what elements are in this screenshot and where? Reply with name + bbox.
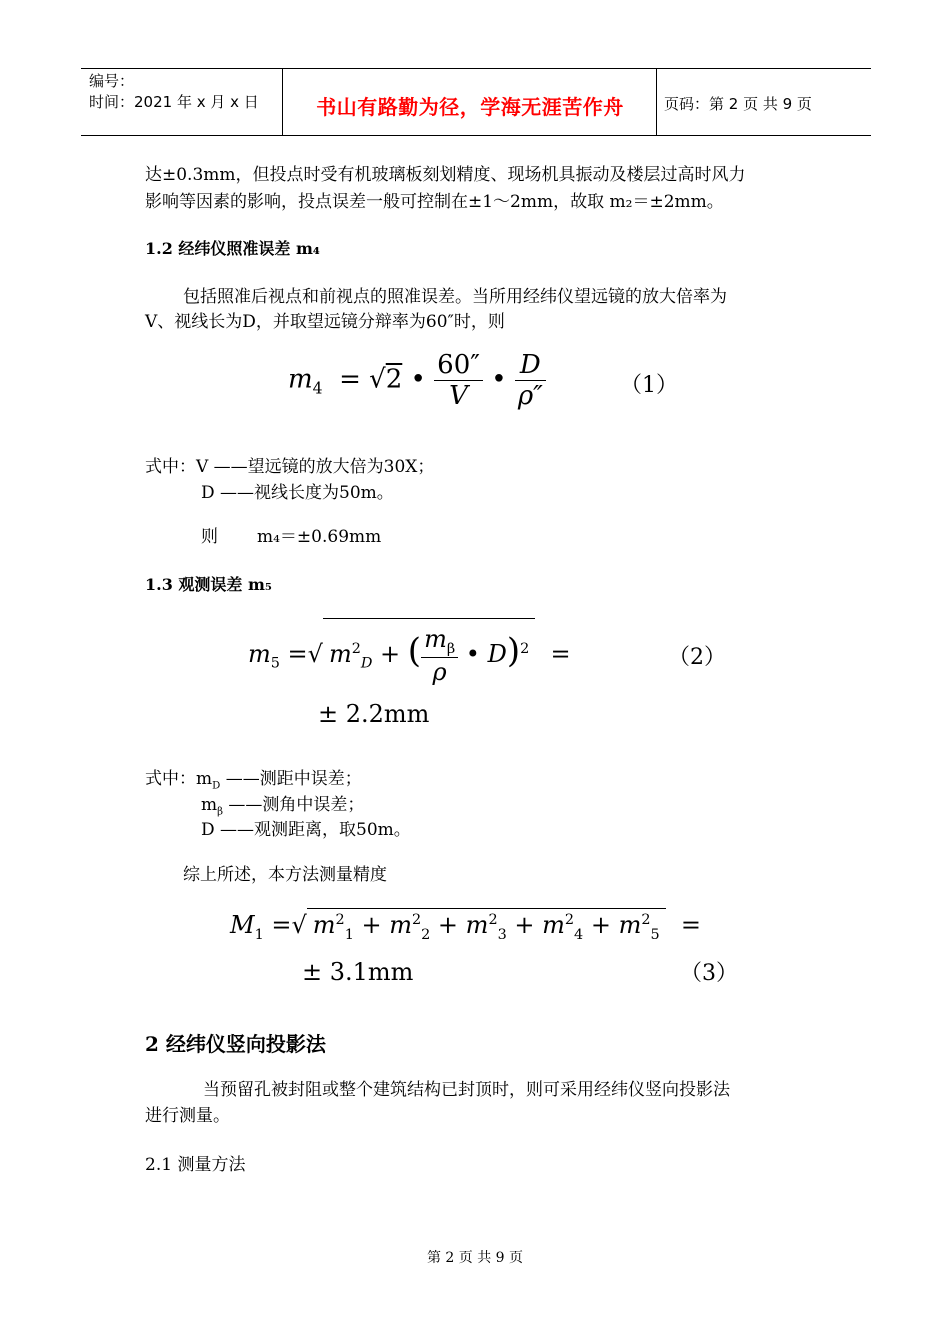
paragraph-line: V、视线长为D，并取望远镜分辩率为60″时，则 [145,312,505,332]
paragraph-line: 当预留孔被封阻或整个建筑结构已封顶时，则可采用经纬仪竖向投影法 [203,1080,730,1100]
formula-1: $m_4 = √2$ • $\frac{60''}{V}$ • $\frac{D}{\rho''}$ [288,350,546,411]
definition-line: 式中：$m_D$ ——测距中误差； [145,769,362,792]
definition-line: 式中：V ——望远镜的放大倍为30X； [145,457,435,477]
paragraph-line: 影响等因素的影响，投点误差一般可控制在±1～2mm，故取 m₂＝±2mm。 [145,192,724,212]
section-heading-1-3: 1.3 观测误差 m₅ [145,575,272,594]
header-divider-right [656,69,657,135]
definition-line: D ——观测距离，取50m。 [201,820,411,840]
result-value: m₄＝±0.69mm [257,527,382,547]
page-footer: 第 2 页 共 9 页 [426,1250,524,1266]
formula-1-number: （1） [620,373,678,398]
definition-line: D ——视线长度为50m。 [201,483,394,503]
formula-3-result: ± 3.1mm [302,958,414,986]
header-meta [89,71,259,113]
header-motto: 书山有路勤为径，学海无涯苦作舟 [316,95,624,119]
section-heading-1-2: 1.2 经纬仪照准误差 m₄ [145,239,320,258]
section-heading-2-1: 2.1 测量方法 [145,1155,246,1175]
document-date: 时间：2021 年 x 月 x 日 [89,93,259,111]
result-label: 则 [201,527,218,547]
header-page-info: 页码：第 2 页 共 9 页 [664,95,812,113]
paragraph-line: 达±0.3mm，但投点时受有机玻璃板刻划精度、现场机具振动及楼层过高时风力 [145,165,746,185]
header-divider-left [282,69,283,135]
formula-3: $M_1$ =√ $m^2_1 + m^2_2 + m^2_3 + m^2_4 + m^2_5$ = [230,908,701,943]
formula-2-number: （2） [668,645,726,670]
document-number-label: 编号： [89,72,135,90]
section-heading-2: 2 经纬仪竖向投影法 [145,1032,326,1056]
formula-3-number: （3） [680,961,738,986]
paragraph-line: 进行测量。 [145,1106,230,1126]
paragraph-line: 包括照准后视点和前视点的照准误差。当所用经纬仪望远镜的放大倍率为 [183,287,727,307]
page-header [81,68,871,136]
definition-line: $m_\beta$ ——测角中误差； [201,795,365,818]
formula-2-result: ± 2.2mm [318,700,430,728]
formula-2: $m_5$ =√ $m^2_D$ + ( $\frac{m_\beta}{\rho}$ • D)$^2$ = [248,618,571,686]
paragraph-line: 综上所述，本方法测量精度 [183,865,387,885]
